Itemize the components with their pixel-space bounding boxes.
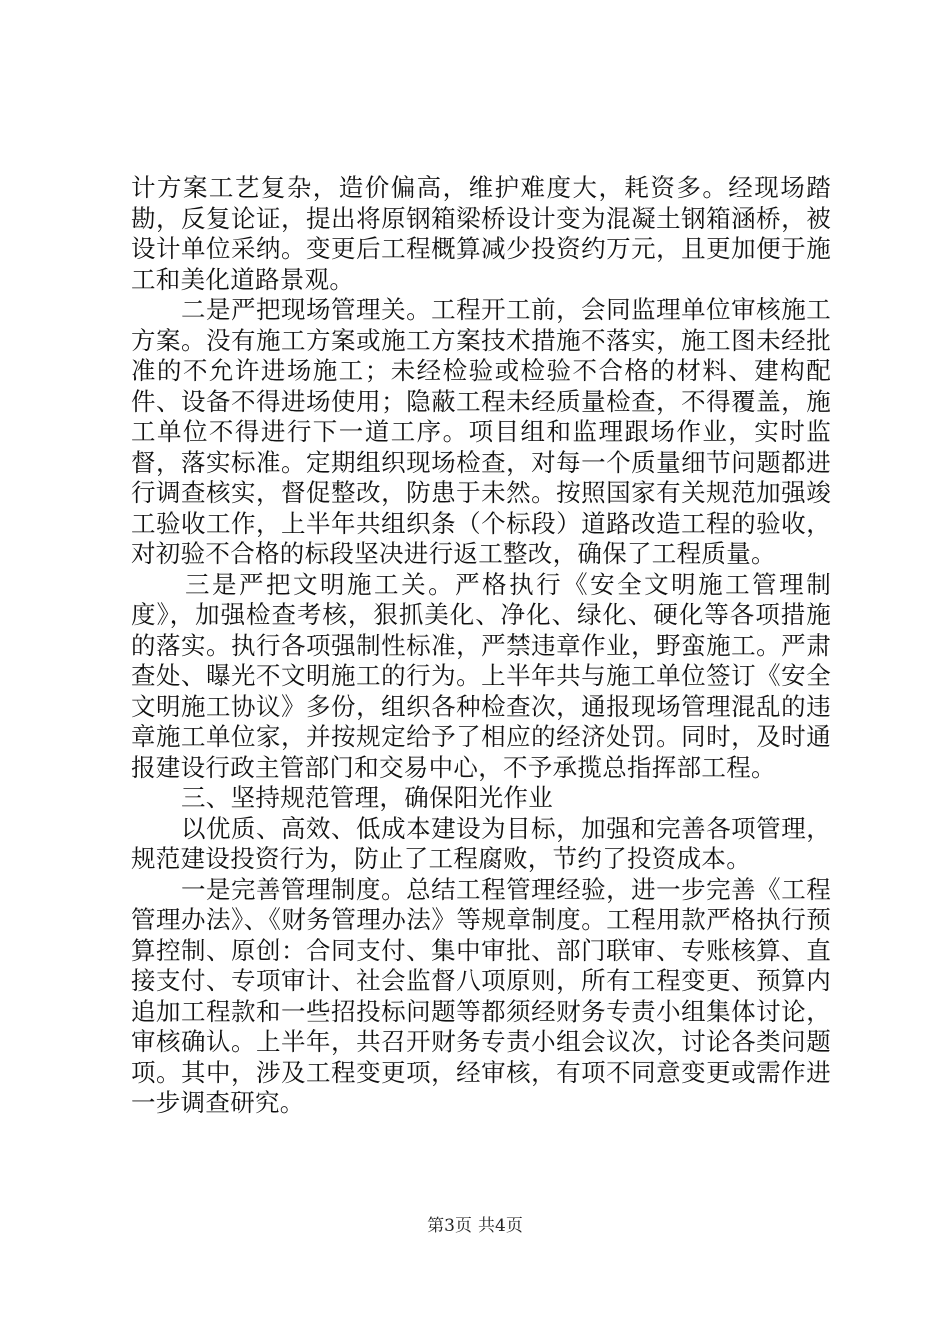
section-heading-standard-management: 三、坚持规范管理，确保阳光作业	[181, 783, 553, 812]
paragraph-management-system: 一是完善管理制度。总结工程管理经验，进一步完善《工程管理办法》、《财务管理办法》等规章制度。工程用款严格执行预算控制、原创：合同支付、集中审批、部门联审、专账核算、直接支付、专项审计、社会监督八项原则，所有工程变更、预算内追加工程款和一些招投标问题等都须经财务专责小组集体讨论，审核确认。上半年，共召开财务专责小组会议次，讨论各类问题项。其中，涉及工程变更项，经审核，有项不同意变更或需作进一步调查研究。	[131, 874, 831, 1117]
page-total: 共4页	[478, 1216, 523, 1236]
document-body	[131, 173, 831, 1119]
page-footer	[0, 1215, 950, 1237]
paragraph-civilized-construction: 三是严把文明施工关。严格执行《安全文明施工管理制度》，加强检查考核，狠抓美化、净化、绿化、硬化等各项措施的落实。执行各项强制性标准，严禁违章作业，野蛮施工。严肃查处、曝光不文明施工的行为。上半年共与施工单位签订《安全文明施工协议》多份，组织各种检查次，通报现场管理混乱的违章施工单位家，并按规定给予了相应的经济处罚。同时，及时通报建设行政主管部门和交易中心，不予承揽总指挥部工程。	[131, 569, 831, 782]
page-number: 第3页	[427, 1216, 472, 1236]
paragraph-site-management: 二是严把现场管理关。工程开工前，会同监理单位审核施工方案。没有施工方案或施工方案技术措施不落实，施工图未经批准的不允许进场施工；未经检验或检验不合格的材料、建构配件、设备不得进场使用；隐蔽工程未经质量检查，不得覆盖，施工单位不得进行下一道工序。项目组和监理跟场作业，实时监督，落实标准。定期组织现场检查，对每一个质量细节问题都进行调查核实，督促整改，防患于未然。按照国家有关规范加强竣工验收工作，上半年共组织条（个标段）道路改造工程的验收，对初验不合格的标段坚决进行返工整改，确保了工程质量。	[131, 295, 831, 568]
paragraph-continuation: 计方案工艺复杂，造价偏高，维护难度大，耗资多。经现场踏勘，反复论证，提出将原钢箱梁桥设计变为混凝土钢箱涵桥，被设计单位采纳。变更后工程概算减少投资约万元，且更加便于施工和美化道路景观。	[131, 173, 831, 294]
paragraph-section-intro: 以优质、高效、低成本建设为目标，加强和完善各项管理，规范建设投资行为，防止了工程腐败，节约了投资成本。	[131, 813, 831, 873]
